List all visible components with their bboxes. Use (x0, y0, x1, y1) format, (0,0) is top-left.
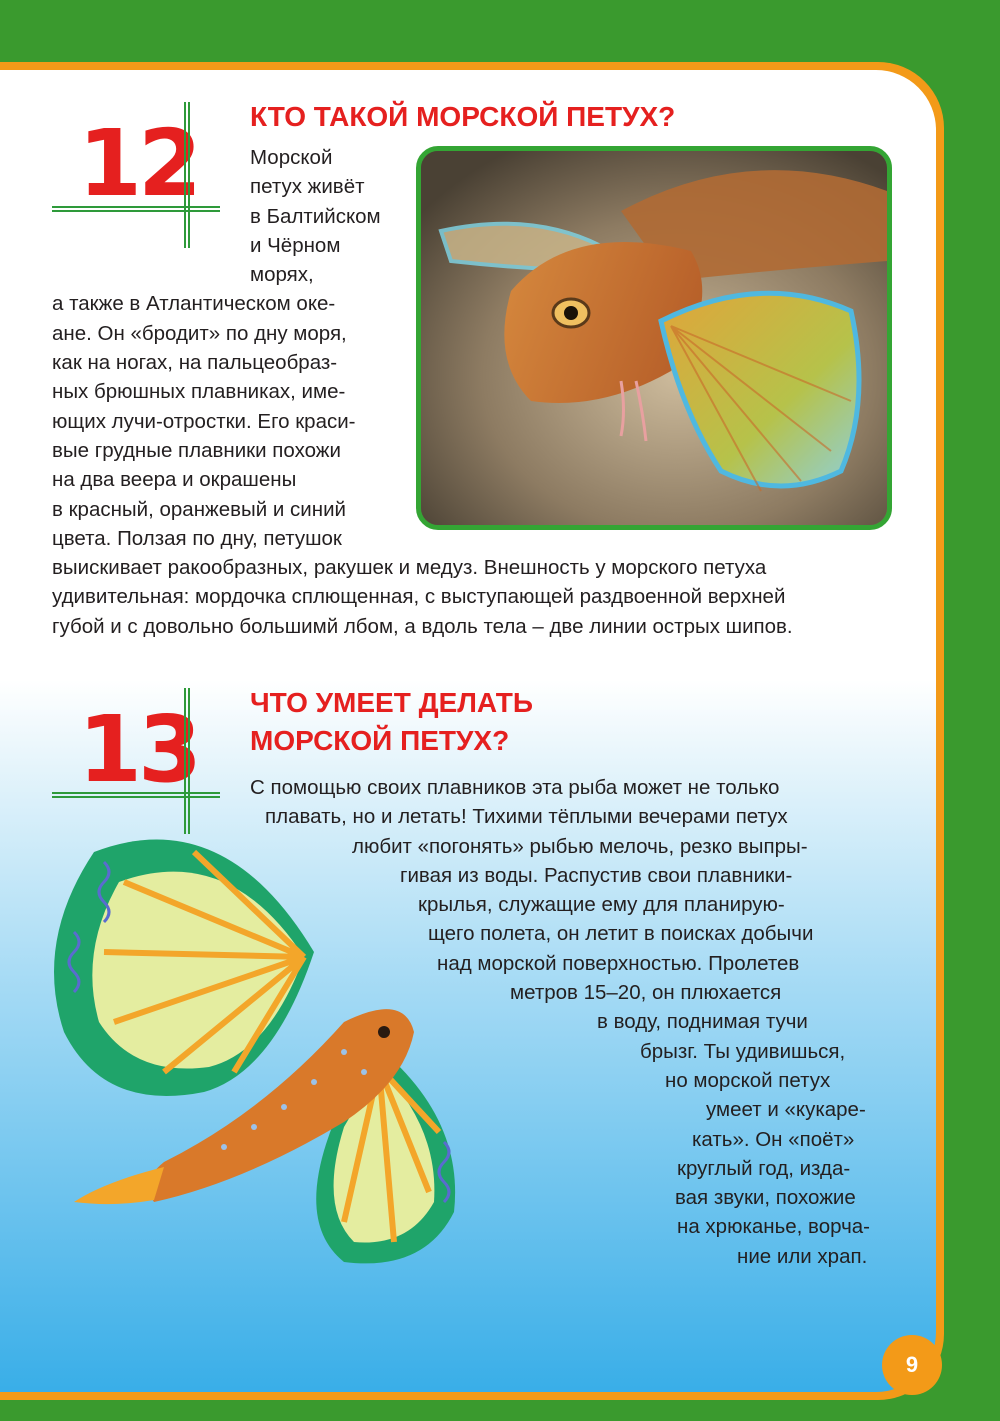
text-line: как на ногах, на пальцеобраз- (52, 351, 338, 375)
text-line: вые грудные плавники похожи (52, 438, 341, 462)
text-line: кать». Он «поёт» (692, 1127, 855, 1151)
text-line: на хрюканье, ворча- (677, 1215, 870, 1239)
text-line: цвета. Ползая по дну, петушок (52, 526, 342, 550)
text-line: метров 15–20, он плюхается (510, 981, 782, 1005)
page-number: 9 (882, 1335, 942, 1395)
text-line: на два веера и окрашены (52, 468, 297, 492)
section-text-13 (0, 773, 870, 1271)
section-title-12: КТО ТАКОЙ МОРСКОЙ ПЕТУХ? (250, 101, 676, 132)
text-line: С помощью своих плавников эта рыба может не только (250, 776, 780, 799)
text-line: круглый год, изда- (677, 1156, 851, 1180)
text-line: Морской (250, 146, 333, 169)
section-title-13-line1: ЧТО УМЕЕТ ДЕЛАТЬ (250, 687, 533, 718)
text-line: и Чёрном (250, 233, 341, 257)
text-line: ющих лучи-отростки. Его краси- (52, 409, 356, 433)
text-line: удивительная: мордочка сплющенная, с выступающей раздвоенной верхней (52, 585, 786, 609)
text-line: в Балтийском (250, 204, 381, 228)
text-line: плавать, но и летать! Тихими тёплыми вечерами петух (265, 805, 788, 829)
text-line: петух живёт (250, 175, 365, 199)
text-line: вая звуки, похожие (675, 1186, 856, 1210)
text-line: брызг. Ты удивишься, (640, 1039, 846, 1063)
text-line: ане. Он «бродит» по дну моря, (52, 321, 347, 345)
text-line: выискивает ракообразных, ракушек и медуз. Внешность у морского петуха (52, 556, 767, 580)
text-line: в красный, оранжевый и синий (52, 497, 346, 521)
page (0, 70, 936, 1392)
text-line: щего полета, он летит в поисках добычи (428, 922, 814, 946)
text-line: умеет и «кукаре- (706, 1098, 866, 1122)
section-title-13-line2: МОРСКОЙ ПЕТУХ? (250, 725, 510, 756)
section-number-13: 13 (78, 696, 199, 803)
text-line: а также в Атлантическом оке- (52, 292, 336, 316)
text-line: губой и с довольно большимй лбом, а вдоль тела – две линии острых шипов. (52, 614, 793, 638)
text-line: морях, (250, 263, 314, 287)
section-text-12 (52, 143, 793, 641)
text-line: любит «погонять» рыбью мелочь, резко выпры- (352, 834, 808, 858)
text-line: ных брюшных плавниках, име- (52, 380, 346, 404)
section-number-12: 12 (78, 110, 199, 217)
text-line: но морской петух (665, 1068, 831, 1092)
text-line: в воду, поднимая тучи (597, 1010, 808, 1034)
text-line: гивая из воды. Распустив свои плавники- (400, 863, 793, 887)
text-line: ние или храп. (737, 1244, 868, 1268)
text-line: над морской поверхностью. Пролетев (437, 951, 800, 975)
text-line: крылья, служащие ему для планирую- (418, 893, 785, 917)
